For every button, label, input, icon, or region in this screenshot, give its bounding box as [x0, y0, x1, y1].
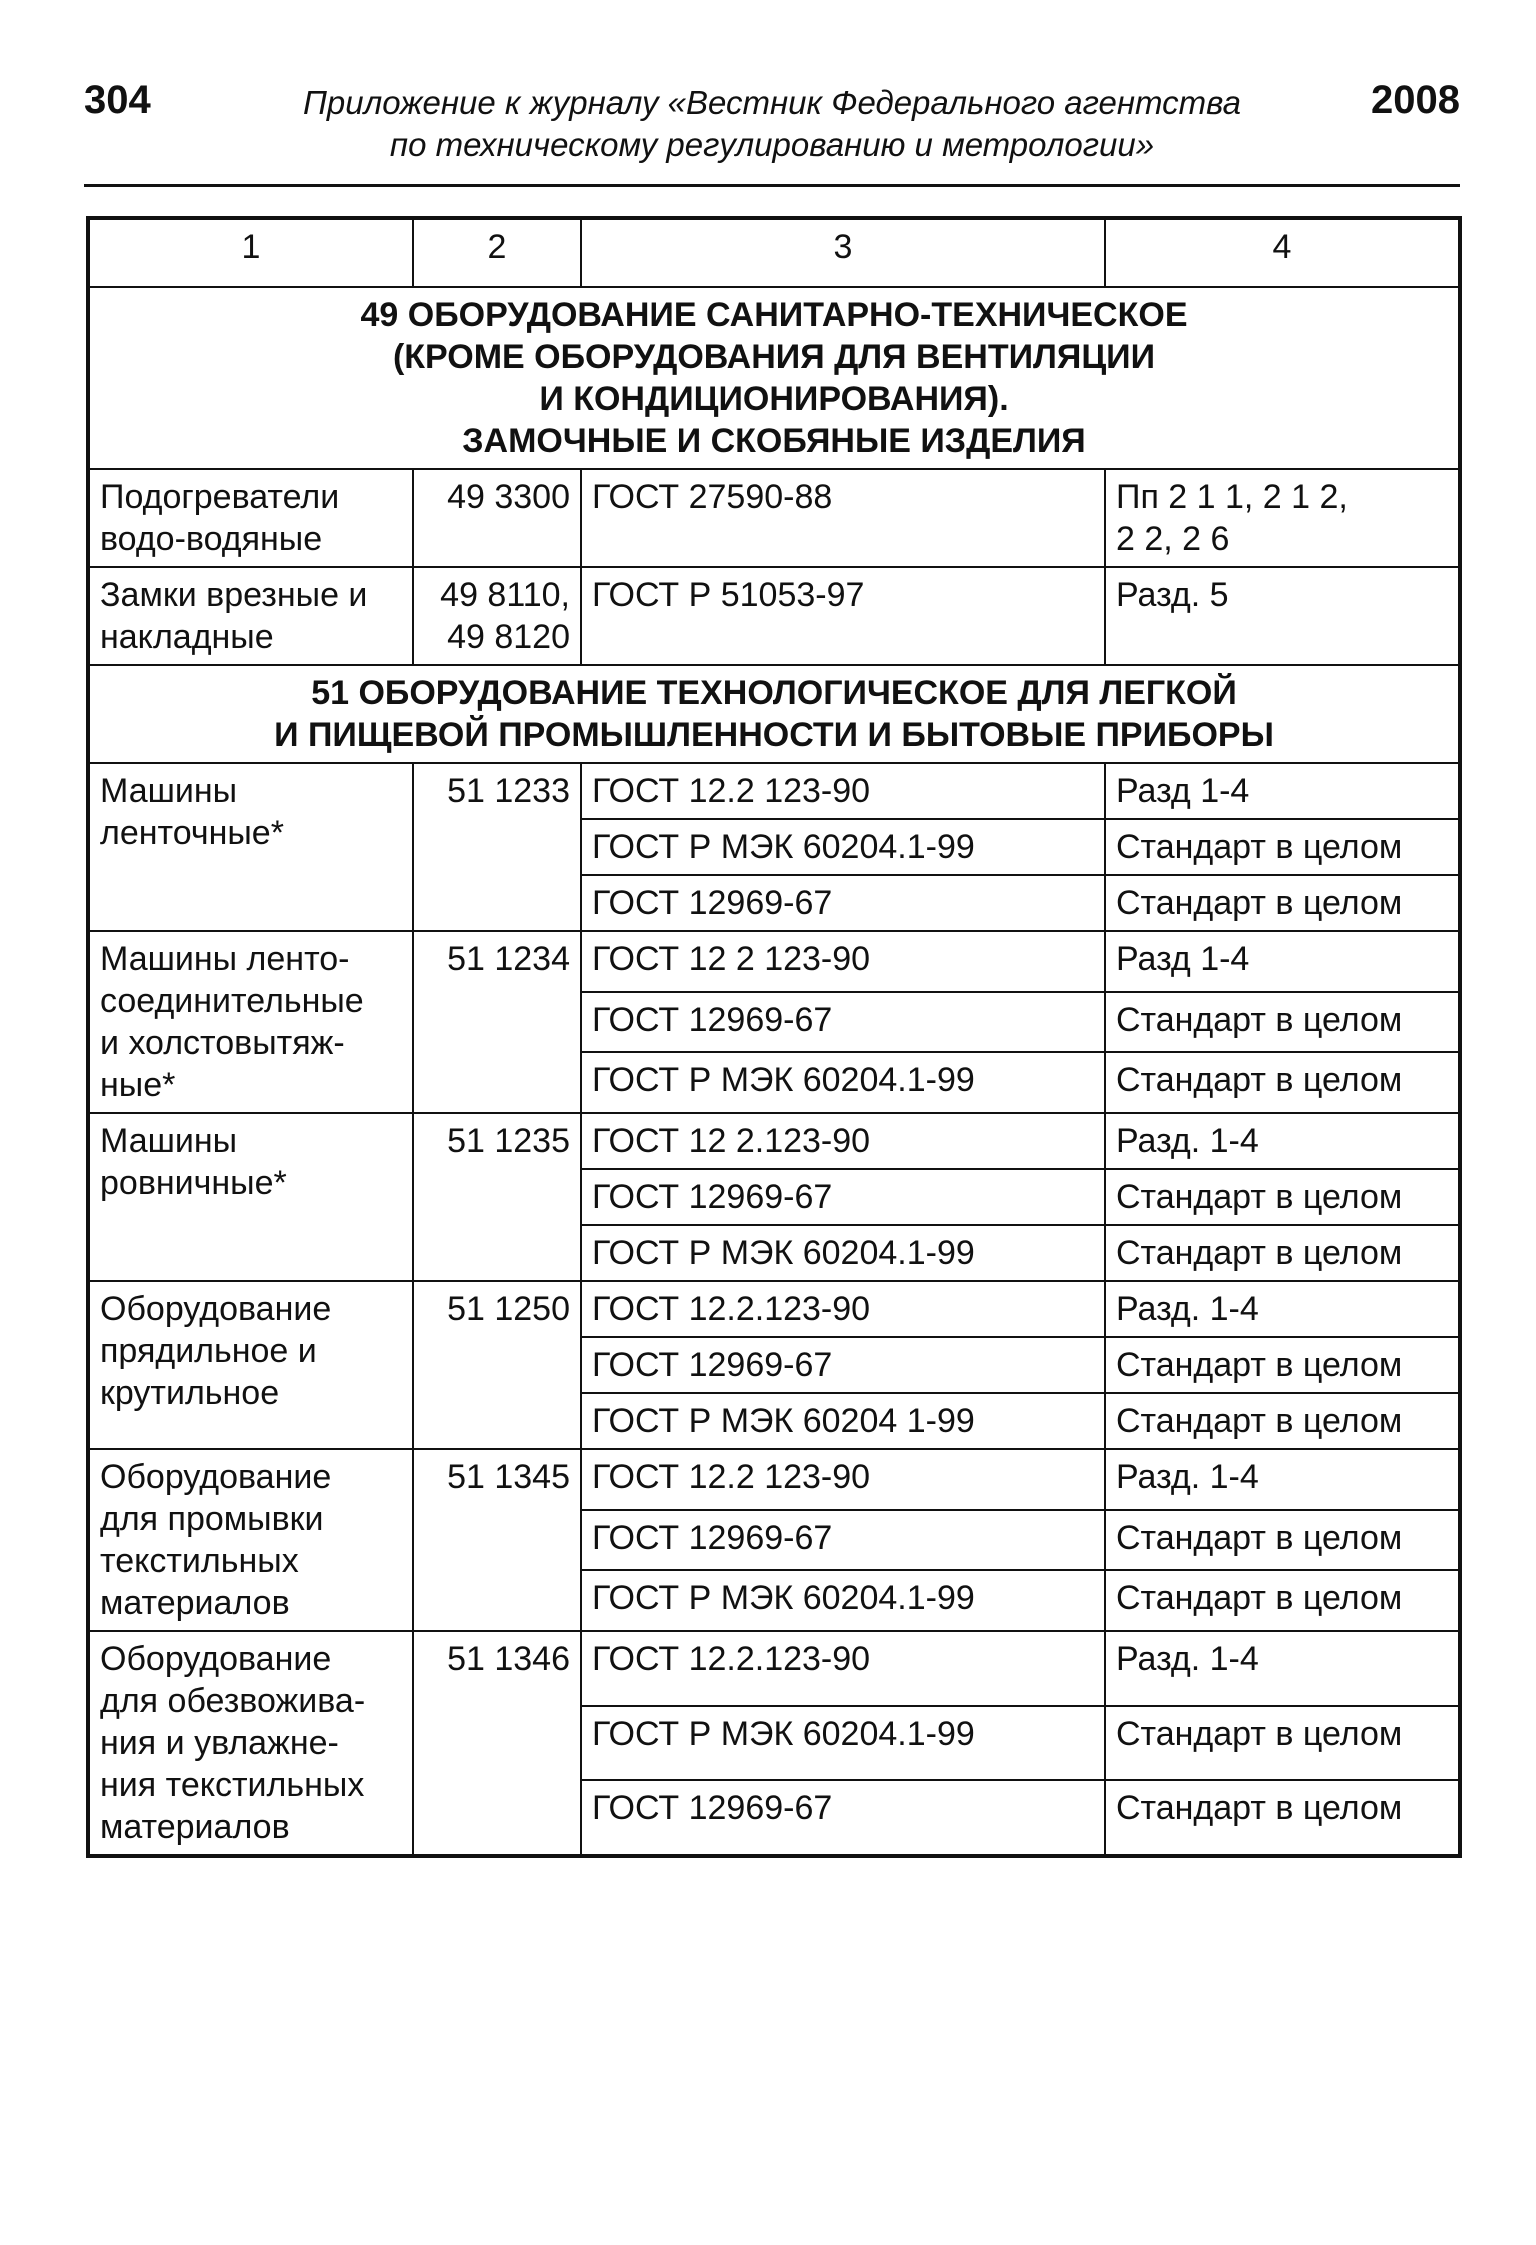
section-heading-line: ЗАМОЧНЫЕ И СКОБЯНЫЕ ИЗДЕЛИЯ: [462, 422, 1086, 460]
product-name-line: ные*: [100, 1066, 176, 1104]
page-number: 304: [84, 78, 151, 122]
standard-designation: ГОСТ Р МЭК 60204.1-99: [581, 819, 1105, 875]
standard-designation: ГОСТ 12969-67: [581, 1337, 1105, 1393]
product-name-line: накладные: [100, 618, 274, 656]
okp-code: 51 1345: [413, 1449, 581, 1631]
section-heading: [88, 287, 1460, 469]
section-heading-line: 49 ОБОРУДОВАНИЕ САНИТАРНО-ТЕХНИЧЕСКОЕ: [360, 296, 1188, 334]
okp-code: 51 1233: [413, 763, 581, 931]
table-row: [88, 567, 1460, 665]
product-name-line: для обезвожива-: [100, 1682, 366, 1720]
standard-designation: ГОСТ 27590-88: [581, 469, 1105, 567]
journal-title-line: по техническому регулированию и метрологии»: [389, 126, 1155, 163]
product-name-line: ния текстильных: [100, 1766, 365, 1804]
standard-designation: ГОСТ 12969-67: [581, 875, 1105, 931]
standard-section-line: Разд. 5: [1116, 576, 1229, 614]
standard-designation: ГОСТ Р МЭК 60204.1-99: [581, 1706, 1105, 1781]
okp-code: 51 1235: [413, 1113, 581, 1281]
standard-designation: ГОСТ 12.2.123-90: [581, 1631, 1105, 1706]
standard-section: Стандарт в целом: [1105, 1337, 1460, 1393]
standard-section: Стандарт в целом: [1105, 1393, 1460, 1449]
standard-designation: ГОСТ 12969-67: [581, 1510, 1105, 1571]
okp-code-line: 49 8120: [447, 618, 570, 656]
product-name-line: прядильное и: [100, 1332, 317, 1370]
standard-section: Стандарт в целом: [1105, 875, 1460, 931]
section-heading-line: (КРОМЕ ОБОРУДОВАНИЯ ДЛЯ ВЕНТИЛЯЦИИ: [392, 338, 1156, 376]
standard-designation: ГОСТ 12969-67: [581, 1169, 1105, 1225]
header-rule: [84, 184, 1460, 187]
product-name: [88, 1631, 413, 1856]
standard-designation: ГОСТ Р МЭК 60204.1-99: [581, 1570, 1105, 1631]
standard-designation: ГОСТ 12.2 123-90: [581, 1449, 1105, 1510]
standard-designation: ГОСТ Р МЭК 60204 1-99: [581, 1393, 1105, 1449]
product-name-line: для промывки: [100, 1500, 324, 1538]
standard-designation: ГОСТ 12 2.123-90: [581, 1113, 1105, 1169]
journal-title: [174, 82, 1370, 166]
standard-section: [1105, 469, 1460, 567]
standards-table-body: [88, 218, 1460, 1856]
standard-section: Стандарт в целом: [1105, 1780, 1460, 1856]
product-name-line: Оборудование: [100, 1290, 332, 1328]
product-name-line: материалов: [100, 1584, 290, 1622]
product-name-line: Замки врезные и: [100, 576, 368, 614]
section-heading-line: 51 ОБОРУДОВАНИЕ ТЕХНОЛОГИЧЕСКОЕ ДЛЯ ЛЕГКОЙ: [311, 674, 1237, 712]
product-name: [88, 931, 413, 1113]
product-name: [88, 469, 413, 567]
standard-section: Стандарт в целом: [1105, 1052, 1460, 1113]
journal-title-line: Приложение к журналу «Вестник Федерального агентства: [302, 84, 1242, 121]
standard-section: Стандарт в целом: [1105, 1510, 1460, 1571]
standard-section: Стандарт в целом: [1105, 1225, 1460, 1281]
product-name: [88, 1113, 413, 1281]
standard-section: [1105, 567, 1460, 665]
publication-year: 2008: [1371, 78, 1460, 122]
standard-designation: ГОСТ 12969-67: [581, 992, 1105, 1053]
product-name-line: ленточные*: [100, 814, 284, 852]
column-number: 4: [1105, 218, 1460, 287]
okp-code: 51 1250: [413, 1281, 581, 1449]
table-row: [88, 1631, 1460, 1706]
section-heading-line: И КОНДИЦИОНИРОВАНИЯ).: [539, 380, 1009, 418]
standard-section: Разд. 1-4: [1105, 1281, 1460, 1337]
standard-designation: ГОСТ 12.2.123-90: [581, 1281, 1105, 1337]
product-name: [88, 763, 413, 931]
okp-code: [413, 469, 581, 567]
standard-designation: ГОСТ Р 51053-97: [581, 567, 1105, 665]
column-number: 3: [581, 218, 1105, 287]
product-name-line: и холстовытяж-: [100, 1024, 345, 1062]
standard-designation: ГОСТ 12969-67: [581, 1780, 1105, 1856]
table-row: [88, 1281, 1460, 1337]
okp-code-line: 49 8110,: [440, 576, 570, 614]
standard-section: Разд. 1-4: [1105, 1449, 1460, 1510]
table-row: [88, 931, 1460, 992]
product-name-line: Машины: [100, 772, 238, 810]
standards-table: [86, 216, 1462, 1858]
standard-section: Стандарт в целом: [1105, 992, 1460, 1053]
okp-code: [413, 567, 581, 665]
product-name-line: материалов: [100, 1808, 290, 1846]
standard-designation: ГОСТ Р МЭК 60204.1-99: [581, 1225, 1105, 1281]
standard-section: Разд 1-4: [1105, 763, 1460, 819]
standard-designation: ГОСТ 12.2 123-90: [581, 763, 1105, 819]
product-name-line: текстильных: [100, 1542, 299, 1580]
okp-code: 51 1346: [413, 1631, 581, 1856]
standard-section: Разд. 1-4: [1105, 1631, 1460, 1706]
product-name-line: Оборудование: [100, 1458, 332, 1496]
standard-designation: ГОСТ 12 2 123-90: [581, 931, 1105, 992]
standard-section: Стандарт в целом: [1105, 1169, 1460, 1225]
section-heading: [88, 665, 1460, 763]
product-name-line: Подогреватели: [100, 478, 340, 516]
product-name: [88, 1449, 413, 1631]
product-name-line: Машины: [100, 1122, 238, 1160]
standard-section: Разд 1-4: [1105, 931, 1460, 992]
page-header: [84, 78, 1460, 188]
column-number: 1: [88, 218, 413, 287]
table-row: [88, 469, 1460, 567]
product-name-line: водо-водяные: [100, 520, 323, 558]
standard-section: Разд. 1-4: [1105, 1113, 1460, 1169]
standard-section: Стандарт в целом: [1105, 1570, 1460, 1631]
product-name: [88, 567, 413, 665]
section-heading-row: [88, 287, 1460, 469]
okp-code: 51 1234: [413, 931, 581, 1113]
product-name-line: Машины ленто-: [100, 940, 350, 978]
product-name-line: крутильное: [100, 1374, 280, 1412]
standard-section: Стандарт в целом: [1105, 819, 1460, 875]
product-name: [88, 1281, 413, 1449]
product-name-line: ния и увлажне-: [100, 1724, 339, 1762]
standard-designation: ГОСТ Р МЭК 60204.1-99: [581, 1052, 1105, 1113]
standard-section-line: Пп 2 1 1, 2 1 2,: [1116, 478, 1348, 516]
okp-code-line: 49 3300: [447, 478, 570, 516]
product-name-line: ровничные*: [100, 1164, 287, 1202]
product-name-line: соединительные: [100, 982, 364, 1020]
column-number: 2: [413, 218, 581, 287]
table-row: [88, 1113, 1460, 1169]
product-name-line: Оборудование: [100, 1640, 332, 1678]
table-row: [88, 1449, 1460, 1510]
column-number-row: [88, 218, 1460, 287]
standard-section: Стандарт в целом: [1105, 1706, 1460, 1781]
section-heading-row: [88, 665, 1460, 763]
table-row: [88, 763, 1460, 819]
section-heading-line: И ПИЩЕВОЙ ПРОМЫШЛЕННОСТИ И БЫТОВЫЕ ПРИБОРЫ: [274, 716, 1274, 754]
standard-section-line: 2 2, 2 6: [1116, 520, 1230, 558]
